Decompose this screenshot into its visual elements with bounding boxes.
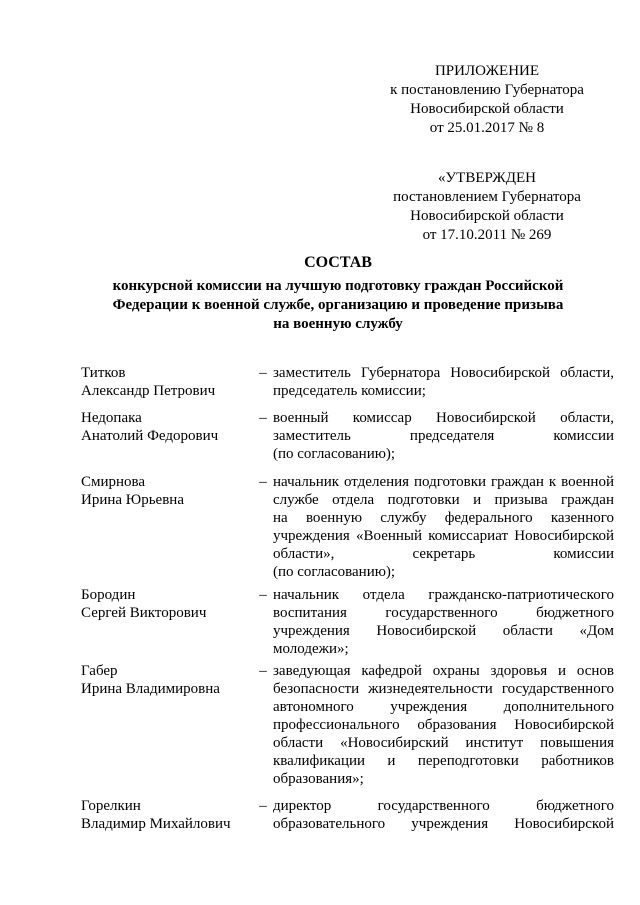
role-line: образовательного учреждения Новосибирской xyxy=(273,816,614,832)
appendix-line: ПРИЛОЖЕНИЕ xyxy=(434,63,540,79)
member-surname: Недопака xyxy=(81,410,142,426)
title-subtitle-line: Федерации к военной службе, организацию и проведение призыва xyxy=(112,297,564,313)
member-name xyxy=(81,409,246,445)
role-line: автономного учреждения дополнительного xyxy=(273,699,614,715)
role-line: области», секретарь комиссии xyxy=(273,546,614,562)
member-dash: – xyxy=(259,410,267,426)
approval-header xyxy=(360,169,614,245)
member-given-names: Ирина Владимировна xyxy=(81,681,220,697)
role-line: профессионального образования Новосибирской xyxy=(273,717,614,733)
member-given-names: Сергей Викторович xyxy=(81,605,207,621)
member-surname: Смирнова xyxy=(81,474,146,490)
approval-line: «УТВЕРЖДЕН xyxy=(438,170,536,186)
role-line: службе отдела подготовки и призыва граждан xyxy=(273,492,614,508)
member-role xyxy=(273,364,614,400)
member-surname: Бородин xyxy=(81,587,136,603)
member-given-names: Ирина Юрьевна xyxy=(81,492,184,508)
title-subtitle-line: на военную службу xyxy=(273,316,403,332)
member-role xyxy=(273,473,614,581)
role-line: безопасности жизнедеятельности государственного xyxy=(273,681,614,697)
member-given-names: Александр Петрович xyxy=(81,383,216,399)
role-line: квалификации и переподготовки работников xyxy=(273,753,614,769)
member-given-names: Владимир Михайлович xyxy=(81,816,231,832)
member-dash: – xyxy=(259,365,267,381)
member-role xyxy=(273,409,614,463)
role-line: воспитания государственного бюджетного xyxy=(273,605,614,621)
member-name xyxy=(81,797,246,833)
role-line: области «Новосибирский институт повышения xyxy=(273,735,614,751)
role-line: (по согласованию); xyxy=(273,446,396,462)
member-role xyxy=(273,797,614,833)
role-line: начальник отделения подготовки граждан к военной xyxy=(273,474,614,490)
member-role xyxy=(273,662,614,788)
role-line: образования»; xyxy=(273,771,364,787)
approval-line: от 17.10.2011 № 269 xyxy=(422,227,552,243)
member-surname: Титков xyxy=(81,365,126,381)
role-line: заместитель Губернатора Новосибирской области, xyxy=(273,365,614,381)
member-given-names: Анатолий Федорович xyxy=(81,428,219,444)
member-dash: – xyxy=(259,798,267,814)
member-role xyxy=(273,586,614,658)
member-surname: Габер xyxy=(81,663,118,679)
member-dash: – xyxy=(259,474,267,490)
member-name xyxy=(81,473,246,509)
role-line: учреждения «Военный комиссариат Новосибирской xyxy=(273,528,614,544)
appendix-line: от 25.01.2017 № 8 xyxy=(429,120,545,136)
title-heading: СОСТАВ xyxy=(304,254,372,271)
member-dash: – xyxy=(259,587,267,603)
role-line: учреждения Новосибирской области «Дом xyxy=(273,623,614,639)
role-line: на военную службу федерального казенного xyxy=(273,510,614,526)
member-name xyxy=(81,662,246,698)
role-line: председатель комиссии; xyxy=(273,383,426,399)
appendix-line: к постановлению Губернатора xyxy=(390,82,584,98)
role-line: директор государственного бюджетного xyxy=(273,798,614,814)
member-surname: Горелкин xyxy=(81,798,141,814)
role-line: заведующая кафедрой охраны здоровья и основ xyxy=(273,663,614,679)
role-line: начальник отдела гражданско-патриотического xyxy=(273,587,614,603)
document-title xyxy=(96,254,580,334)
appendix-line: Новосибирской области xyxy=(410,101,564,117)
approval-line: Новосибирской области xyxy=(410,208,564,224)
role-line: молодежи»; xyxy=(273,641,349,657)
member-name xyxy=(81,364,246,400)
title-subtitle-line: конкурсной комиссии на лучшую подготовку граждан Российской xyxy=(112,278,564,294)
role-line: заместитель председателя комиссии xyxy=(273,428,614,444)
approval-line: постановлением Губернатора xyxy=(393,189,581,205)
member-dash: – xyxy=(259,663,267,679)
role-line: (по согласованию); xyxy=(273,564,396,580)
role-line: военный комиссар Новосибирской области, xyxy=(273,410,614,426)
appendix-header xyxy=(360,62,614,138)
member-name xyxy=(81,586,246,622)
